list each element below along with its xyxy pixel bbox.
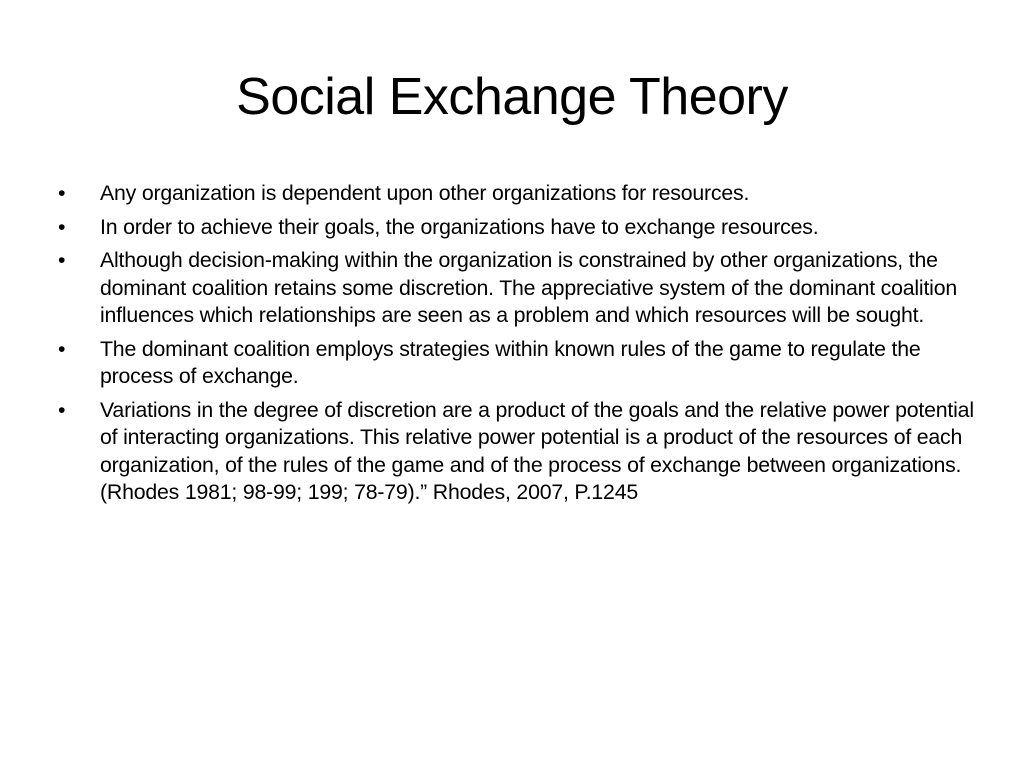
slide-title: Social Exchange Theory: [236, 68, 788, 126]
bullet-item: [58, 214, 978, 242]
bullet-dot-icon: •: [58, 248, 66, 272]
bullet-item: [58, 336, 978, 391]
bullet-text: Although decision-making within the organization is constrained by other organizations, the dominant coalition retains some discretion. The appreciative system of the dominant coalition influences which relationships are seen as a problem and which resources will be sought.: [100, 248, 958, 327]
bullet-list: [58, 180, 978, 513]
bullet-dot-icon: •: [58, 336, 66, 361]
bullet-text: In order to achieve their goals, the organizations have to exchange resources.: [100, 214, 819, 239]
bullet-dot-icon: •: [58, 397, 66, 422]
bullet-text: Any organization is dependent upon other organizations for resources.: [100, 181, 750, 205]
bullet-dot-icon: •: [58, 214, 66, 239]
bullet-text: Variations in the degree of discretion are a product of the goals and the relative power potential of interacting organizations. This relative power potential is a product of the resources of each organization, of the rules of the game and of the process of exchange between organizations. (Rhodes 1981; 98-99; 199; 78-79).” Rhodes, 2007, P.1245: [100, 397, 974, 504]
bullet-item: [58, 397, 978, 507]
bullet-item: [58, 247, 978, 330]
bullet-item: [58, 180, 978, 208]
bullet-text: The dominant coalition employs strategies within known rules of the game to regulate the process of exchange.: [100, 336, 921, 388]
bullet-dot-icon: •: [58, 181, 66, 205]
